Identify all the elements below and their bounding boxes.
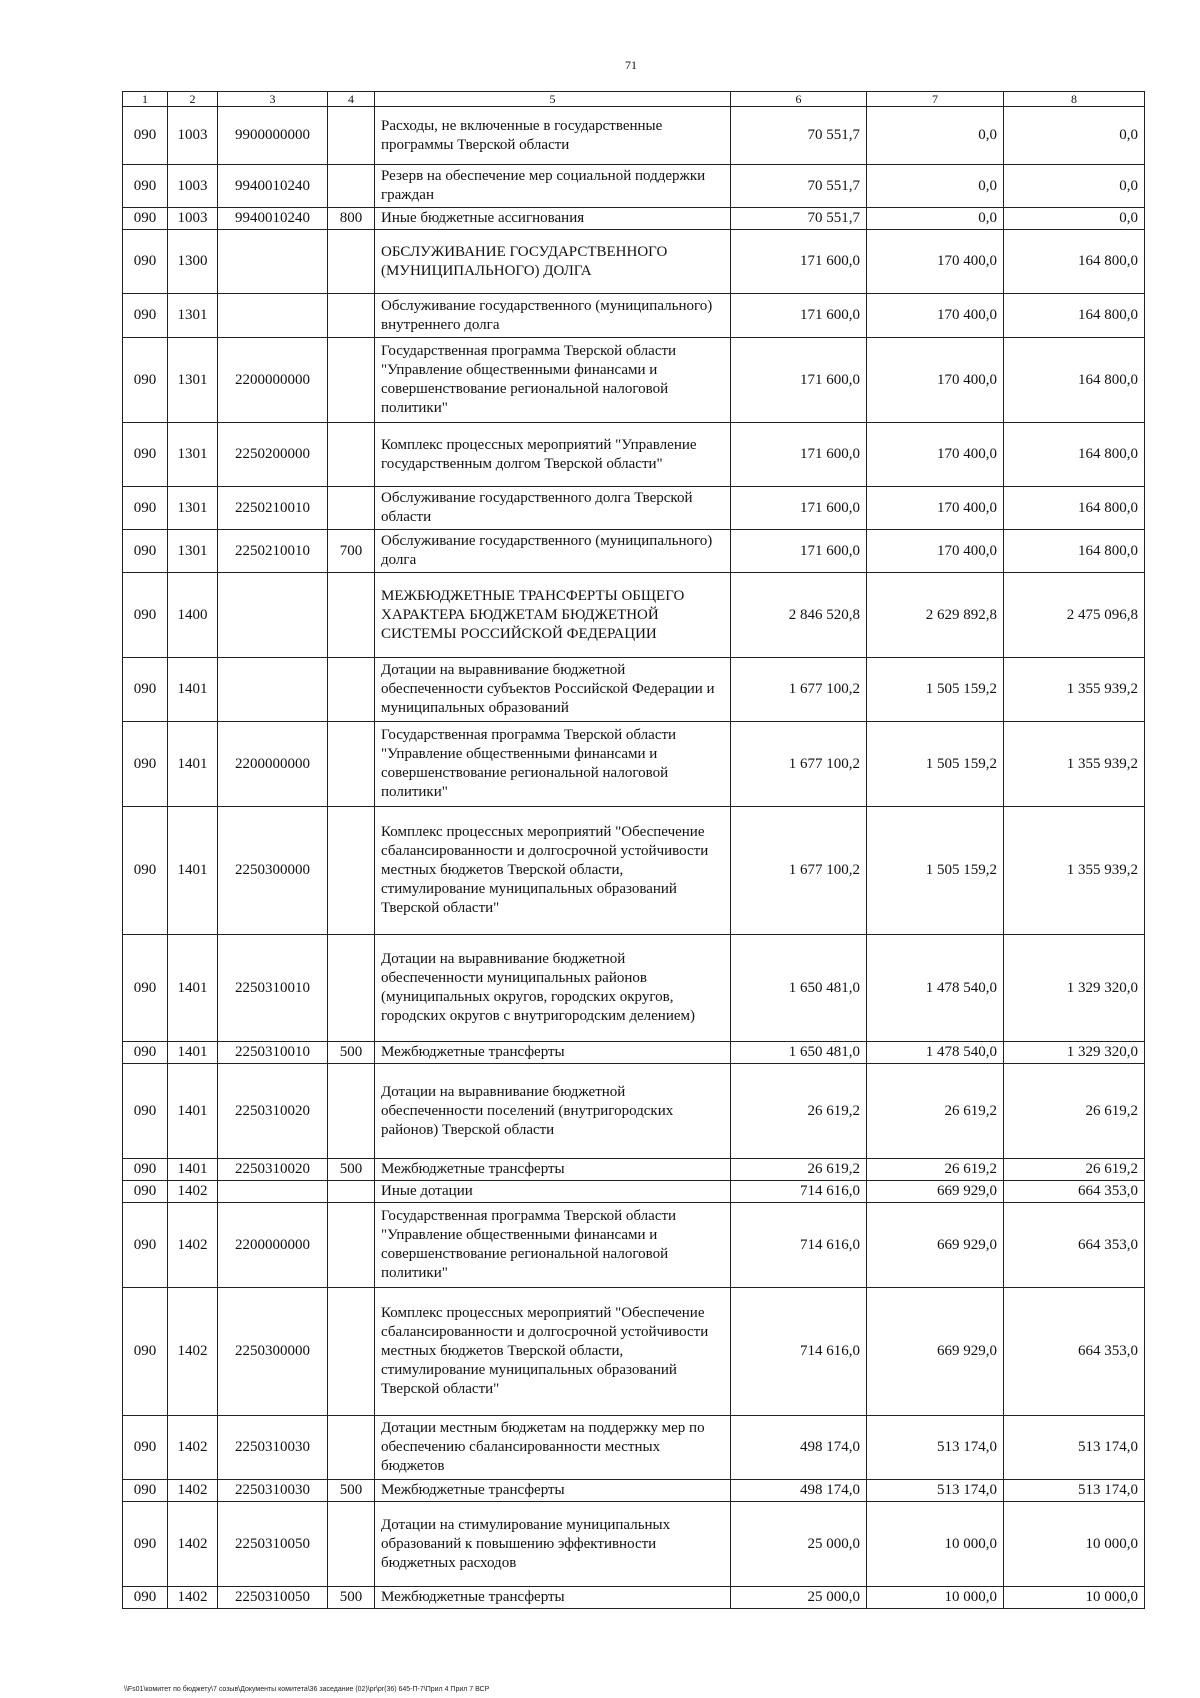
row-code-section: 1301 xyxy=(168,423,218,487)
row-code-section: 1401 xyxy=(168,658,218,722)
table-row xyxy=(123,107,1145,165)
row-name: Комплекс процессных мероприятий "Обеспечение сбалансированности и долгосрочной устойчивости местных бюджетов Тверской области, стимулирование муниципальных образований Тверской области" xyxy=(375,807,731,935)
row-name: Межбюджетные трансферты xyxy=(375,1587,731,1609)
row-code-department: 090 xyxy=(123,1159,168,1181)
row-value-col8: 164 800,0 xyxy=(1004,423,1145,487)
header-col-3: 3 xyxy=(218,92,328,107)
row-value-col6: 70 551,7 xyxy=(731,208,867,230)
row-value-col7: 0,0 xyxy=(867,208,1004,230)
row-value-col8: 10 000,0 xyxy=(1004,1502,1145,1587)
row-name: Государственная программа Тверской области "Управление общественными финансами и совершенствование региональной налоговой политики" xyxy=(375,338,731,423)
row-code-expense-type xyxy=(328,1181,375,1203)
row-code-section: 1400 xyxy=(168,573,218,658)
row-code-target xyxy=(218,1181,328,1203)
row-code-department: 090 xyxy=(123,423,168,487)
row-value-col6: 171 600,0 xyxy=(731,230,867,294)
row-value-col7: 513 174,0 xyxy=(867,1416,1004,1480)
table-row xyxy=(123,1288,1145,1416)
row-value-col7: 1 478 540,0 xyxy=(867,935,1004,1042)
row-code-expense-type xyxy=(328,107,375,165)
row-value-col6: 26 619,2 xyxy=(731,1064,867,1159)
row-code-section: 1003 xyxy=(168,165,218,208)
row-value-col8: 513 174,0 xyxy=(1004,1480,1145,1502)
row-value-col7: 170 400,0 xyxy=(867,487,1004,530)
row-code-section: 1402 xyxy=(168,1480,218,1502)
row-code-department: 090 xyxy=(123,107,168,165)
row-value-col7: 2 629 892,8 xyxy=(867,573,1004,658)
table-row xyxy=(123,1416,1145,1480)
row-value-col8: 164 800,0 xyxy=(1004,487,1145,530)
row-code-target: 2250310020 xyxy=(218,1064,328,1159)
row-code-target: 2250310010 xyxy=(218,1042,328,1064)
row-code-department: 090 xyxy=(123,658,168,722)
row-value-col8: 10 000,0 xyxy=(1004,1587,1145,1609)
row-code-target: 9900000000 xyxy=(218,107,328,165)
row-value-col6: 1 677 100,2 xyxy=(731,722,867,807)
row-code-department: 090 xyxy=(123,1203,168,1288)
header-col-5: 5 xyxy=(375,92,731,107)
row-code-target: 2250200000 xyxy=(218,423,328,487)
row-value-col8: 1 355 939,2 xyxy=(1004,722,1145,807)
row-code-department: 090 xyxy=(123,935,168,1042)
row-value-col6: 1 650 481,0 xyxy=(731,1042,867,1064)
table-body xyxy=(123,107,1145,1609)
row-value-col6: 171 600,0 xyxy=(731,423,867,487)
row-name: Иные бюджетные ассигнования xyxy=(375,208,731,230)
table-row xyxy=(123,294,1145,338)
header-col-2: 2 xyxy=(168,92,218,107)
table-row xyxy=(123,1042,1145,1064)
row-code-target: 2250310050 xyxy=(218,1587,328,1609)
row-code-section: 1401 xyxy=(168,1064,218,1159)
row-code-target: 2200000000 xyxy=(218,338,328,423)
table-row xyxy=(123,165,1145,208)
row-code-expense-type: 500 xyxy=(328,1480,375,1502)
table-row xyxy=(123,338,1145,423)
row-name: ОБСЛУЖИВАНИЕ ГОСУДАРСТВЕННОГО (МУНИЦИПАЛЬНОГО) ДОЛГА xyxy=(375,230,731,294)
row-code-department: 090 xyxy=(123,208,168,230)
row-code-expense-type: 800 xyxy=(328,208,375,230)
row-value-col7: 26 619,2 xyxy=(867,1159,1004,1181)
row-value-col6: 498 174,0 xyxy=(731,1480,867,1502)
row-code-department: 090 xyxy=(123,1502,168,1587)
header-col-1: 1 xyxy=(123,92,168,107)
row-code-expense-type xyxy=(328,230,375,294)
row-code-target: 2250310050 xyxy=(218,1502,328,1587)
row-code-department: 090 xyxy=(123,165,168,208)
row-code-expense-type xyxy=(328,487,375,530)
row-value-col8: 664 353,0 xyxy=(1004,1203,1145,1288)
row-code-expense-type xyxy=(328,1288,375,1416)
row-code-section: 1301 xyxy=(168,487,218,530)
row-code-expense-type xyxy=(328,1502,375,1587)
row-value-col8: 164 800,0 xyxy=(1004,338,1145,423)
row-code-expense-type xyxy=(328,1203,375,1288)
row-value-col6: 714 616,0 xyxy=(731,1288,867,1416)
header-col-8: 8 xyxy=(1004,92,1145,107)
row-value-col7: 1 505 159,2 xyxy=(867,807,1004,935)
row-value-col7: 170 400,0 xyxy=(867,338,1004,423)
row-code-department: 090 xyxy=(123,230,168,294)
row-code-target: 2250300000 xyxy=(218,807,328,935)
row-value-col7: 669 929,0 xyxy=(867,1288,1004,1416)
row-code-target: 2200000000 xyxy=(218,722,328,807)
row-value-col8: 664 353,0 xyxy=(1004,1181,1145,1203)
row-code-section: 1401 xyxy=(168,807,218,935)
footer-file-path: \\Fs01\комитет по бюджету\7 созыв\Документы комитета\36 заседание (02)\pr\pr(36) 645-П-7\Прил 4 Прил 7 ВСР xyxy=(124,1686,490,1693)
row-value-col8: 0,0 xyxy=(1004,208,1145,230)
row-name: Дотации на выравнивание бюджетной обеспеченности поселений (внутригородских районов) Тверской области xyxy=(375,1064,731,1159)
row-name: Расходы, не включенные в государственные программы Тверской области xyxy=(375,107,731,165)
row-code-target: 2200000000 xyxy=(218,1203,328,1288)
table-row xyxy=(123,807,1145,935)
row-code-department: 090 xyxy=(123,1416,168,1480)
row-code-section: 1402 xyxy=(168,1181,218,1203)
row-value-col8: 1 355 939,2 xyxy=(1004,658,1145,722)
row-value-col8: 513 174,0 xyxy=(1004,1416,1145,1480)
row-value-col7: 170 400,0 xyxy=(867,230,1004,294)
row-value-col6: 70 551,7 xyxy=(731,107,867,165)
row-name: Иные дотации xyxy=(375,1181,731,1203)
row-code-expense-type: 500 xyxy=(328,1587,375,1609)
row-code-department: 090 xyxy=(123,1042,168,1064)
table-row xyxy=(123,1587,1145,1609)
row-code-department: 090 xyxy=(123,1064,168,1159)
row-code-section: 1003 xyxy=(168,107,218,165)
row-code-expense-type xyxy=(328,165,375,208)
row-code-section: 1401 xyxy=(168,722,218,807)
row-code-department: 090 xyxy=(123,807,168,935)
row-code-target: 2250310010 xyxy=(218,935,328,1042)
row-value-col6: 498 174,0 xyxy=(731,1416,867,1480)
row-code-target: 2250310030 xyxy=(218,1416,328,1480)
row-code-section: 1401 xyxy=(168,935,218,1042)
row-value-col7: 1 505 159,2 xyxy=(867,722,1004,807)
row-value-col6: 1 677 100,2 xyxy=(731,807,867,935)
row-value-col6: 171 600,0 xyxy=(731,338,867,423)
header-row xyxy=(123,92,1145,107)
row-code-section: 1402 xyxy=(168,1416,218,1480)
row-code-target xyxy=(218,294,328,338)
row-code-expense-type xyxy=(328,935,375,1042)
row-name: МЕЖБЮДЖЕТНЫЕ ТРАНСФЕРТЫ ОБЩЕГО ХАРАКТЕРА БЮДЖЕТАМ БЮДЖЕТНОЙ СИСТЕМЫ РОССИЙСКОЙ ФЕДЕРАЦИИ xyxy=(375,573,731,658)
row-code-target: 2250210010 xyxy=(218,530,328,573)
table-row xyxy=(123,1480,1145,1502)
row-value-col7: 669 929,0 xyxy=(867,1203,1004,1288)
row-value-col7: 669 929,0 xyxy=(867,1181,1004,1203)
row-code-section: 1401 xyxy=(168,1042,218,1064)
row-code-section: 1301 xyxy=(168,294,218,338)
row-code-department: 090 xyxy=(123,338,168,423)
row-value-col8: 164 800,0 xyxy=(1004,230,1145,294)
row-code-department: 090 xyxy=(123,1181,168,1203)
row-value-col8: 1 355 939,2 xyxy=(1004,807,1145,935)
row-code-department: 090 xyxy=(123,573,168,658)
row-value-col6: 714 616,0 xyxy=(731,1181,867,1203)
table-row xyxy=(123,1502,1145,1587)
row-value-col6: 1 650 481,0 xyxy=(731,935,867,1042)
row-code-department: 090 xyxy=(123,1587,168,1609)
row-code-expense-type xyxy=(328,658,375,722)
row-code-department: 090 xyxy=(123,722,168,807)
row-code-expense-type xyxy=(328,423,375,487)
row-value-col8: 1 329 320,0 xyxy=(1004,1042,1145,1064)
row-name: Государственная программа Тверской области "Управление общественными финансами и совершенствование региональной налоговой политики" xyxy=(375,722,731,807)
table-row xyxy=(123,935,1145,1042)
row-code-target: 2250300000 xyxy=(218,1288,328,1416)
table-row xyxy=(123,530,1145,573)
row-code-department: 090 xyxy=(123,294,168,338)
row-value-col7: 1 478 540,0 xyxy=(867,1042,1004,1064)
row-code-target: 2250210010 xyxy=(218,487,328,530)
row-name: Дотации местным бюджетам на поддержку мер по обеспечению сбалансированности местных бюджетов xyxy=(375,1416,731,1480)
row-code-expense-type xyxy=(328,1416,375,1480)
row-value-col8: 1 329 320,0 xyxy=(1004,935,1145,1042)
row-code-expense-type xyxy=(328,1064,375,1159)
row-name: Комплекс процессных мероприятий "Обеспечение сбалансированности и долгосрочной устойчивости местных бюджетов Тверской области, стимулирование муниципальных образований Тверской области" xyxy=(375,1288,731,1416)
table-row xyxy=(123,208,1145,230)
table-row xyxy=(123,230,1145,294)
row-code-target: 2250310020 xyxy=(218,1159,328,1181)
row-value-col8: 0,0 xyxy=(1004,165,1145,208)
row-value-col6: 70 551,7 xyxy=(731,165,867,208)
row-code-expense-type xyxy=(328,807,375,935)
row-code-expense-type: 700 xyxy=(328,530,375,573)
table-row xyxy=(123,573,1145,658)
table-row xyxy=(123,1159,1145,1181)
row-code-section: 1300 xyxy=(168,230,218,294)
table-row xyxy=(123,423,1145,487)
row-value-col8: 0,0 xyxy=(1004,107,1145,165)
row-value-col8: 26 619,2 xyxy=(1004,1064,1145,1159)
row-value-col7: 0,0 xyxy=(867,107,1004,165)
row-name: Дотации на стимулирование муниципальных образований к повышению эффективности бюджетных расходов xyxy=(375,1502,731,1587)
row-code-section: 1301 xyxy=(168,338,218,423)
row-name: Межбюджетные трансферты xyxy=(375,1159,731,1181)
row-code-department: 090 xyxy=(123,487,168,530)
row-name: Обслуживание государственного (муниципального) долга xyxy=(375,530,731,573)
table-row xyxy=(123,1064,1145,1159)
row-code-expense-type xyxy=(328,338,375,423)
row-code-expense-type: 500 xyxy=(328,1042,375,1064)
row-name: Дотации на выравнивание бюджетной обеспеченности муниципальных районов (муниципальных округов, городских округов, городских округов с внутригородским делением) xyxy=(375,935,731,1042)
row-code-section: 1301 xyxy=(168,530,218,573)
row-code-target: 9940010240 xyxy=(218,208,328,230)
row-code-expense-type xyxy=(328,294,375,338)
row-value-col6: 1 677 100,2 xyxy=(731,658,867,722)
row-name: Резерв на обеспечение мер социальной поддержки граждан xyxy=(375,165,731,208)
row-value-col6: 171 600,0 xyxy=(731,487,867,530)
header-col-7: 7 xyxy=(867,92,1004,107)
row-code-section: 1401 xyxy=(168,1159,218,1181)
row-value-col7: 170 400,0 xyxy=(867,294,1004,338)
row-code-target xyxy=(218,658,328,722)
row-name: Межбюджетные трансферты xyxy=(375,1480,731,1502)
row-code-target xyxy=(218,573,328,658)
row-name: Государственная программа Тверской области "Управление общественными финансами и совершенствование региональной налоговой политики" xyxy=(375,1203,731,1288)
row-name: Дотации на выравнивание бюджетной обеспеченности субъектов Российской Федерации и муниципальных образований xyxy=(375,658,731,722)
budget-table xyxy=(122,91,1145,1609)
row-code-expense-type: 500 xyxy=(328,1159,375,1181)
row-value-col7: 170 400,0 xyxy=(867,530,1004,573)
row-value-col7: 10 000,0 xyxy=(867,1502,1004,1587)
row-code-target: 2250310030 xyxy=(218,1480,328,1502)
row-value-col7: 1 505 159,2 xyxy=(867,658,1004,722)
row-code-target xyxy=(218,230,328,294)
row-value-col6: 171 600,0 xyxy=(731,530,867,573)
row-value-col6: 2 846 520,8 xyxy=(731,573,867,658)
row-code-section: 1003 xyxy=(168,208,218,230)
table-row xyxy=(123,658,1145,722)
row-name: Комплекс процессных мероприятий "Управление государственным долгом Тверской области" xyxy=(375,423,731,487)
row-value-col7: 0,0 xyxy=(867,165,1004,208)
row-value-col8: 2 475 096,8 xyxy=(1004,573,1145,658)
row-value-col8: 164 800,0 xyxy=(1004,294,1145,338)
row-code-section: 1402 xyxy=(168,1288,218,1416)
row-code-expense-type xyxy=(328,722,375,807)
row-value-col6: 26 619,2 xyxy=(731,1159,867,1181)
row-code-expense-type xyxy=(328,573,375,658)
row-value-col6: 25 000,0 xyxy=(731,1587,867,1609)
row-name: Обслуживание государственного долга Тверской области xyxy=(375,487,731,530)
row-value-col7: 513 174,0 xyxy=(867,1480,1004,1502)
row-value-col7: 10 000,0 xyxy=(867,1587,1004,1609)
row-code-department: 090 xyxy=(123,1288,168,1416)
row-value-col8: 664 353,0 xyxy=(1004,1288,1145,1416)
header-col-4: 4 xyxy=(328,92,375,107)
row-value-col6: 25 000,0 xyxy=(731,1502,867,1587)
row-code-department: 090 xyxy=(123,530,168,573)
row-code-section: 1402 xyxy=(168,1502,218,1587)
table-row xyxy=(123,722,1145,807)
row-code-section: 1402 xyxy=(168,1587,218,1609)
page-number: 71 xyxy=(625,58,637,72)
row-value-col7: 170 400,0 xyxy=(867,423,1004,487)
row-name: Межбюджетные трансферты xyxy=(375,1042,731,1064)
table-row xyxy=(123,487,1145,530)
row-code-department: 090 xyxy=(123,1480,168,1502)
row-code-target: 9940010240 xyxy=(218,165,328,208)
row-code-section: 1402 xyxy=(168,1203,218,1288)
row-value-col8: 26 619,2 xyxy=(1004,1159,1145,1181)
row-value-col7: 26 619,2 xyxy=(867,1064,1004,1159)
row-value-col8: 164 800,0 xyxy=(1004,530,1145,573)
row-value-col6: 171 600,0 xyxy=(731,294,867,338)
header-col-6: 6 xyxy=(731,92,867,107)
row-value-col6: 714 616,0 xyxy=(731,1203,867,1288)
table-row xyxy=(123,1203,1145,1288)
table-row xyxy=(123,1181,1145,1203)
row-name: Обслуживание государственного (муниципального) внутреннего долга xyxy=(375,294,731,338)
